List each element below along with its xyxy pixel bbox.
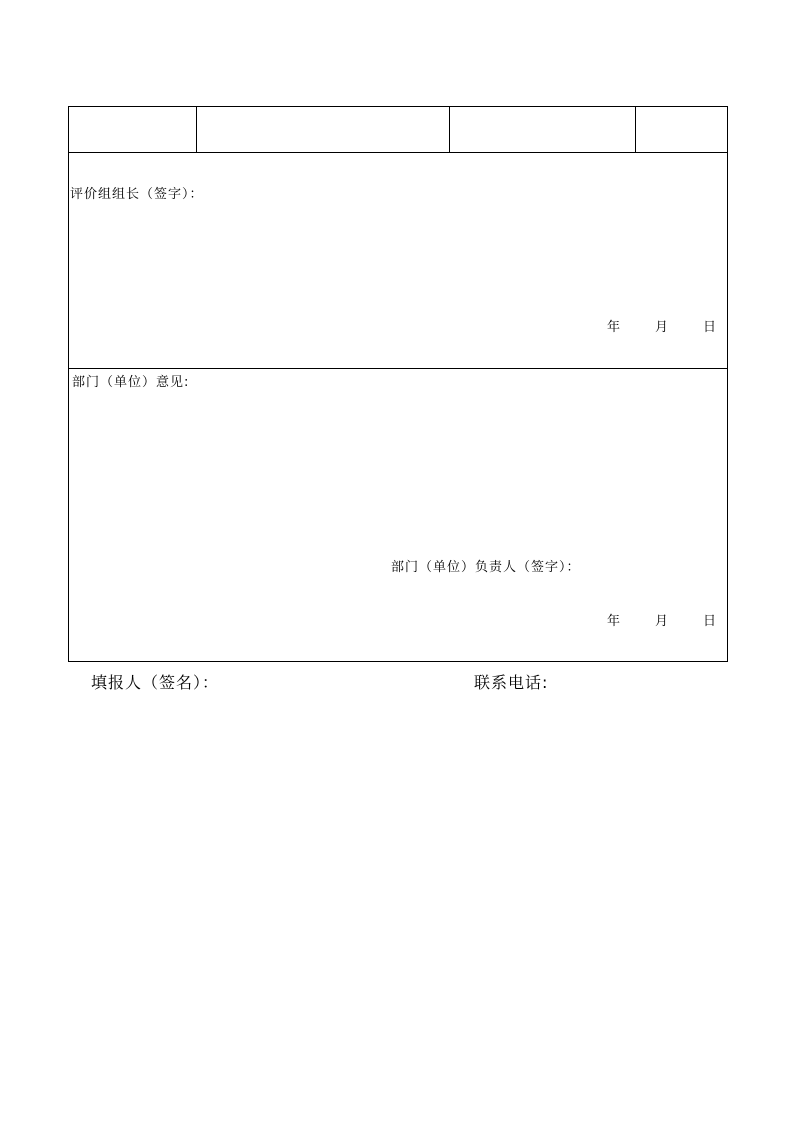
header-row [69,107,727,153]
evaluation-form-table [68,106,728,662]
contact-phone-label: 联系电话: [474,673,549,692]
filler-signature-label: 填报人（签名）： [91,673,220,692]
date-day-label: 日 [703,614,717,629]
leader-signature-label: 评价组组长（签字）： [70,187,204,202]
leader-signature-section[interactable] [69,153,727,369]
department-signature-date [597,614,727,630]
header-cell-2[interactable] [197,107,450,152]
header-cell-1[interactable] [69,107,197,152]
header-cell-4[interactable] [636,107,727,152]
leader-signature-date [597,320,727,336]
header-cell-3[interactable] [450,107,636,152]
department-opinion-label: 部门（单位）意见: [72,375,190,390]
date-day-label: 日 [703,320,717,335]
date-year-label: 年 [607,320,621,335]
department-head-signature-label: 部门（单位）负责人（签字）： [391,560,581,575]
date-month-label: 月 [655,614,669,629]
date-year-label: 年 [607,614,621,629]
department-opinion-section[interactable] [69,369,727,661]
date-month-label: 月 [655,320,669,335]
